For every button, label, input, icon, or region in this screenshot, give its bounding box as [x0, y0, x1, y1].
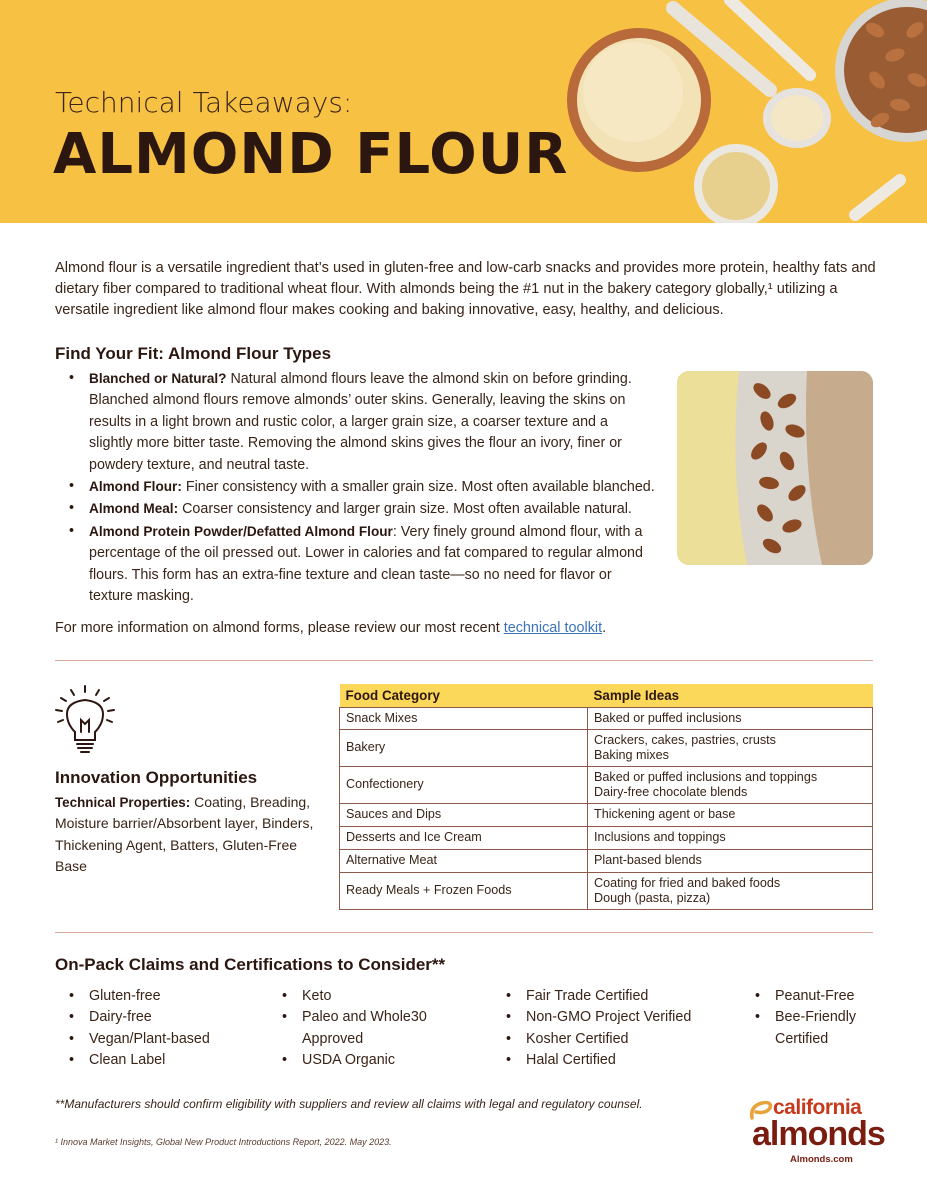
section-divider [55, 932, 873, 933]
table-row [340, 849, 873, 872]
idea-line: Crackers, cakes, pastries, crusts [594, 732, 776, 747]
flour-types-list [55, 368, 655, 607]
fit-section-title: Find Your Fit: Almond Flour Types [55, 344, 332, 363]
list-item-text: Coarser consistency and larger grain size. Most often available natural. [178, 501, 632, 518]
table-row [340, 872, 873, 909]
list-item-term: Almond Flour: [89, 479, 182, 495]
table-cell-ideas [588, 803, 873, 826]
claims-column-1 [55, 986, 255, 1072]
section-divider [55, 660, 873, 661]
list-item: • USDA Organic [268, 1050, 468, 1071]
claims-column-4 [741, 986, 891, 1050]
idea-line: Thickening agent or base [594, 807, 736, 821]
col-header-ideas: Sample Ideas [588, 684, 873, 707]
idea-line: Inclusions and toppings [594, 830, 726, 844]
technical-toolkit-link[interactable]: technical toolkit [503, 620, 603, 636]
flour-bowls-illustration [555, 0, 927, 223]
logo-line-california: california [773, 1096, 862, 1119]
list-item: • Peanut-Free [741, 986, 891, 1007]
table-cell-ideas [588, 729, 873, 766]
list-item [55, 368, 655, 476]
logo-website: Almonds.com [790, 1154, 853, 1165]
table-row [340, 729, 873, 766]
more-info-line [55, 620, 606, 636]
list-item-term: Almond Protein Powder/Defatted Almond Flour [89, 523, 393, 539]
table-row [340, 707, 873, 729]
table-cell-category: Snack Mixes [340, 707, 588, 729]
almond-flour-photo [677, 371, 873, 565]
list-item: • Keto [268, 986, 468, 1007]
claims-title: On-Pack Claims and Certifications to Consider** [55, 955, 446, 974]
table-cell-ideas [588, 849, 873, 872]
list-item [55, 498, 655, 520]
table-cell-category: Bakery [340, 729, 588, 766]
technical-properties-text: Coating, Breading, Moisture barrier/Absorbent layer, Binders, Thickening Agent, Batters, Gluten-Free Base [55, 794, 314, 875]
food-category-table [339, 684, 873, 910]
header-kicker: Technical Takeaways: [55, 86, 353, 119]
list-item: • Halal Certified [492, 1050, 732, 1071]
intro-paragraph: Almond flour is a versatile ingredient that’s used in gluten-free and low-carb snacks and provides more protein, healthy fats and dietary fiber compared to traditional wheat flour. With almonds being the #1 nut in the bakery category globally,¹ utilizing a versatile ingredient like almond flour makes cooking and baking innovative, easy, healthy, and delicious. [55, 260, 876, 318]
list-item-term: Almond Meal: [89, 501, 179, 517]
list-item-text: : Very finely ground almond flour, with a percentage of the oil pressed out. Lower in calories and fat compared to regular almond flours. This form has an extra-fine texture and clean taste—so no need for flavor or texture masking. [89, 523, 643, 605]
page-title: ALMOND FLOUR [53, 122, 569, 187]
table-row [340, 826, 873, 849]
idea-line: Coating for fried and baked foods [594, 875, 781, 890]
logo-line-almonds: almonds [752, 1115, 885, 1153]
list-item [55, 476, 655, 498]
table-cell-category: Confectionery [340, 766, 588, 803]
idea-line: Dairy-free chocolate blends [594, 784, 748, 799]
list-item: • Fair Trade Certified [492, 986, 732, 1007]
source-citation: ¹ Innova Market Insights, Global New Product Introductions Report, 2022. May 2023. [55, 1137, 392, 1147]
col-header-category: Food Category [340, 684, 588, 707]
list-item: • Vegan/Plant-based [55, 1029, 255, 1050]
idea-line: Dough (pasta, pizza) [594, 890, 711, 905]
table-cell-category: Alternative Meat [340, 849, 588, 872]
table-cell-ideas [588, 826, 873, 849]
list-item: • Kosher Certified [492, 1029, 732, 1050]
technical-properties [55, 792, 320, 878]
claims-footnote: **Manufacturers should confirm eligibility with suppliers and review all claims with legal and regulatory counsel. [55, 1097, 643, 1111]
claims-column-2 [268, 986, 468, 1072]
list-item [55, 521, 655, 608]
list-item: • Dairy-free [55, 1007, 255, 1028]
idea-line: Baked or puffed inclusions and toppings [594, 769, 818, 784]
list-item: • Paleo and Whole30 Approved [268, 1007, 448, 1050]
lightbulb-icon [53, 684, 117, 756]
table-cell-category: Ready Meals + Frozen Foods [340, 872, 588, 909]
list-item: • Clean Label [55, 1050, 255, 1071]
table-cell-category: Sauces and Dips [340, 803, 588, 826]
table-cell-ideas [588, 707, 873, 729]
more-info-suffix: . [602, 620, 607, 636]
table-cell-ideas [588, 766, 873, 803]
header-banner [0, 0, 927, 223]
table-cell-category: Desserts and Ice Cream [340, 826, 588, 849]
list-item-text: Natural almond flours leave the almond skin on before grinding. Blanched almond flours remove almonds’ outer skins. Generally, leaving the skins on results in a light brown and rustic color, a larger grain size, a coarser texture and a slightly more bitter taste. Removing the almond skins gives the flour an ivory, finer or powdery texture, and neutral taste. [89, 371, 632, 473]
technical-properties-label: Technical Properties: [55, 795, 191, 810]
list-item: • Bee-Friendly Certified [741, 1007, 891, 1050]
idea-line: Plant-based blends [594, 853, 702, 867]
california-almonds-logo [748, 1096, 898, 1166]
table-row [340, 803, 873, 826]
table-row [340, 766, 873, 803]
list-item: • Gluten-free [55, 986, 255, 1007]
list-item-text: Finer consistency with a smaller grain size. Most often available blanched. [181, 479, 655, 496]
claims-column-3 [492, 986, 732, 1072]
list-item: • Non-GMO Project Verified [492, 1007, 732, 1028]
table-header-row [340, 684, 873, 707]
list-item-term: Blanched or Natural? [89, 371, 227, 386]
table-cell-ideas [588, 872, 873, 909]
innovation-title: Innovation Opportunities [55, 768, 258, 787]
idea-line: Baked or puffed inclusions [594, 710, 742, 725]
more-info-prefix: For more information on almond forms, please review our most recent [55, 620, 504, 636]
idea-line: Baking mixes [594, 747, 669, 762]
